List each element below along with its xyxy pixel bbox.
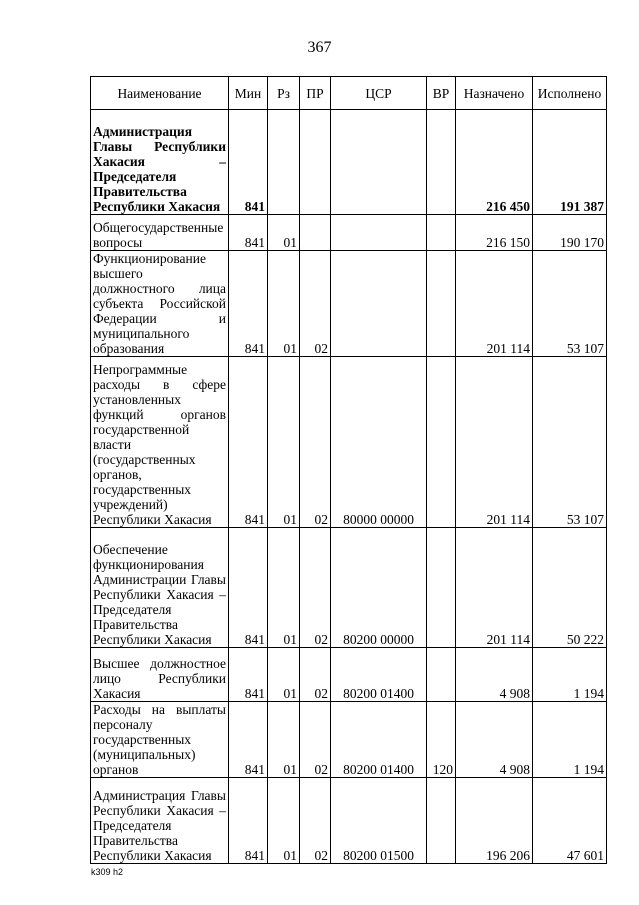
row-csr: [331, 110, 427, 215]
row-executed: 190 170: [533, 215, 607, 251]
row-assigned: 201 114: [456, 357, 533, 528]
row-csr: 80200 00000: [331, 528, 427, 648]
row-csr: 80200 01400: [331, 648, 427, 702]
table-row: [91, 357, 607, 528]
table-row: [91, 110, 607, 215]
row-rz: 01: [268, 528, 300, 648]
row-min: 841: [229, 251, 268, 357]
col-header-csr: ЦСР: [331, 77, 427, 110]
row-assigned: 4 908: [456, 648, 533, 702]
table-row: [91, 215, 607, 251]
row-pr: 02: [300, 251, 331, 357]
row-min: 841: [229, 357, 268, 528]
row-rz: 01: [268, 215, 300, 251]
row-csr: [331, 215, 427, 251]
row-executed: 1 194: [533, 648, 607, 702]
row-vr: [427, 215, 456, 251]
col-header-name: Наименование: [91, 77, 229, 110]
table-header-row: [91, 77, 607, 110]
budget-table: [90, 76, 607, 864]
row-csr: [331, 251, 427, 357]
col-header-rz: Рз: [268, 77, 300, 110]
table-row: [91, 251, 607, 357]
row-vr: [427, 357, 456, 528]
row-name: Высшее должностное лицо Республики Хакасия: [91, 648, 229, 702]
row-name: Администрация Главы Республики Хакасия – Председателя Правительства Республики Хакасия: [91, 110, 229, 215]
row-csr: 80000 00000: [331, 357, 427, 528]
row-vr: [427, 251, 456, 357]
row-vr: [427, 528, 456, 648]
row-name: Непрограммные расходы в сфере установленных функций органов государственной власти (государственных органов, государственных учреждений) Республики Хакасия: [91, 357, 229, 528]
row-pr: 02: [300, 702, 331, 778]
row-assigned: 196 206: [456, 778, 533, 864]
row-assigned: 4 908: [456, 702, 533, 778]
col-header-assigned: Назначено: [456, 77, 533, 110]
row-rz: 01: [268, 648, 300, 702]
table-row: [91, 778, 607, 864]
row-name: Расходы на выплаты персоналу государственных (муниципальных) органов: [91, 702, 229, 778]
row-executed: 1 194: [533, 702, 607, 778]
row-assigned: 201 114: [456, 528, 533, 648]
row-csr: 80200 01400: [331, 702, 427, 778]
table-row: [91, 702, 607, 778]
row-vr: [427, 648, 456, 702]
row-vr: [427, 778, 456, 864]
row-pr: 02: [300, 648, 331, 702]
row-executed: 50 222: [533, 528, 607, 648]
footer-code: k309 h2: [91, 867, 124, 877]
row-name: Общегосударственные вопросы: [91, 215, 229, 251]
row-pr: [300, 110, 331, 215]
col-header-vr: ВР: [427, 77, 456, 110]
row-csr: 80200 01500: [331, 778, 427, 864]
row-min: 841: [229, 215, 268, 251]
col-header-min: Мин: [229, 77, 268, 110]
row-min: 841: [229, 778, 268, 864]
row-rz: 01: [268, 357, 300, 528]
col-header-pr: ПР: [300, 77, 331, 110]
row-assigned: 216 450: [456, 110, 533, 215]
row-name: Администрация Главы Республики Хакасия – Председателя Правительства Республики Хакасия: [91, 778, 229, 864]
row-assigned: 201 114: [456, 251, 533, 357]
row-assigned: 216 150: [456, 215, 533, 251]
row-name: Обеспечение функционирования Администрации Главы Республики Хакасия – Председателя Правительства Республики Хакасия: [91, 528, 229, 648]
table-row: [91, 528, 607, 648]
row-rz: 01: [268, 251, 300, 357]
row-min: 841: [229, 702, 268, 778]
row-executed: 53 107: [533, 357, 607, 528]
row-name: Функционирование высшего должностного лица субъекта Российской Федерации и муниципального образования: [91, 251, 229, 357]
table-row: [91, 648, 607, 702]
row-min: 841: [229, 110, 268, 215]
row-vr: [427, 110, 456, 215]
row-rz: 01: [268, 778, 300, 864]
row-rz: [268, 110, 300, 215]
row-min: 841: [229, 648, 268, 702]
page-number: 367: [307, 39, 332, 56]
row-pr: 02: [300, 528, 331, 648]
row-executed: 47 601: [533, 778, 607, 864]
row-pr: 02: [300, 778, 331, 864]
row-pr: 02: [300, 357, 331, 528]
row-executed: 191 387: [533, 110, 607, 215]
row-pr: [300, 215, 331, 251]
row-rz: 01: [268, 702, 300, 778]
row-executed: 53 107: [533, 251, 607, 357]
col-header-executed: Исполнено: [533, 77, 607, 110]
row-min: 841: [229, 528, 268, 648]
row-vr: 120: [427, 702, 456, 778]
